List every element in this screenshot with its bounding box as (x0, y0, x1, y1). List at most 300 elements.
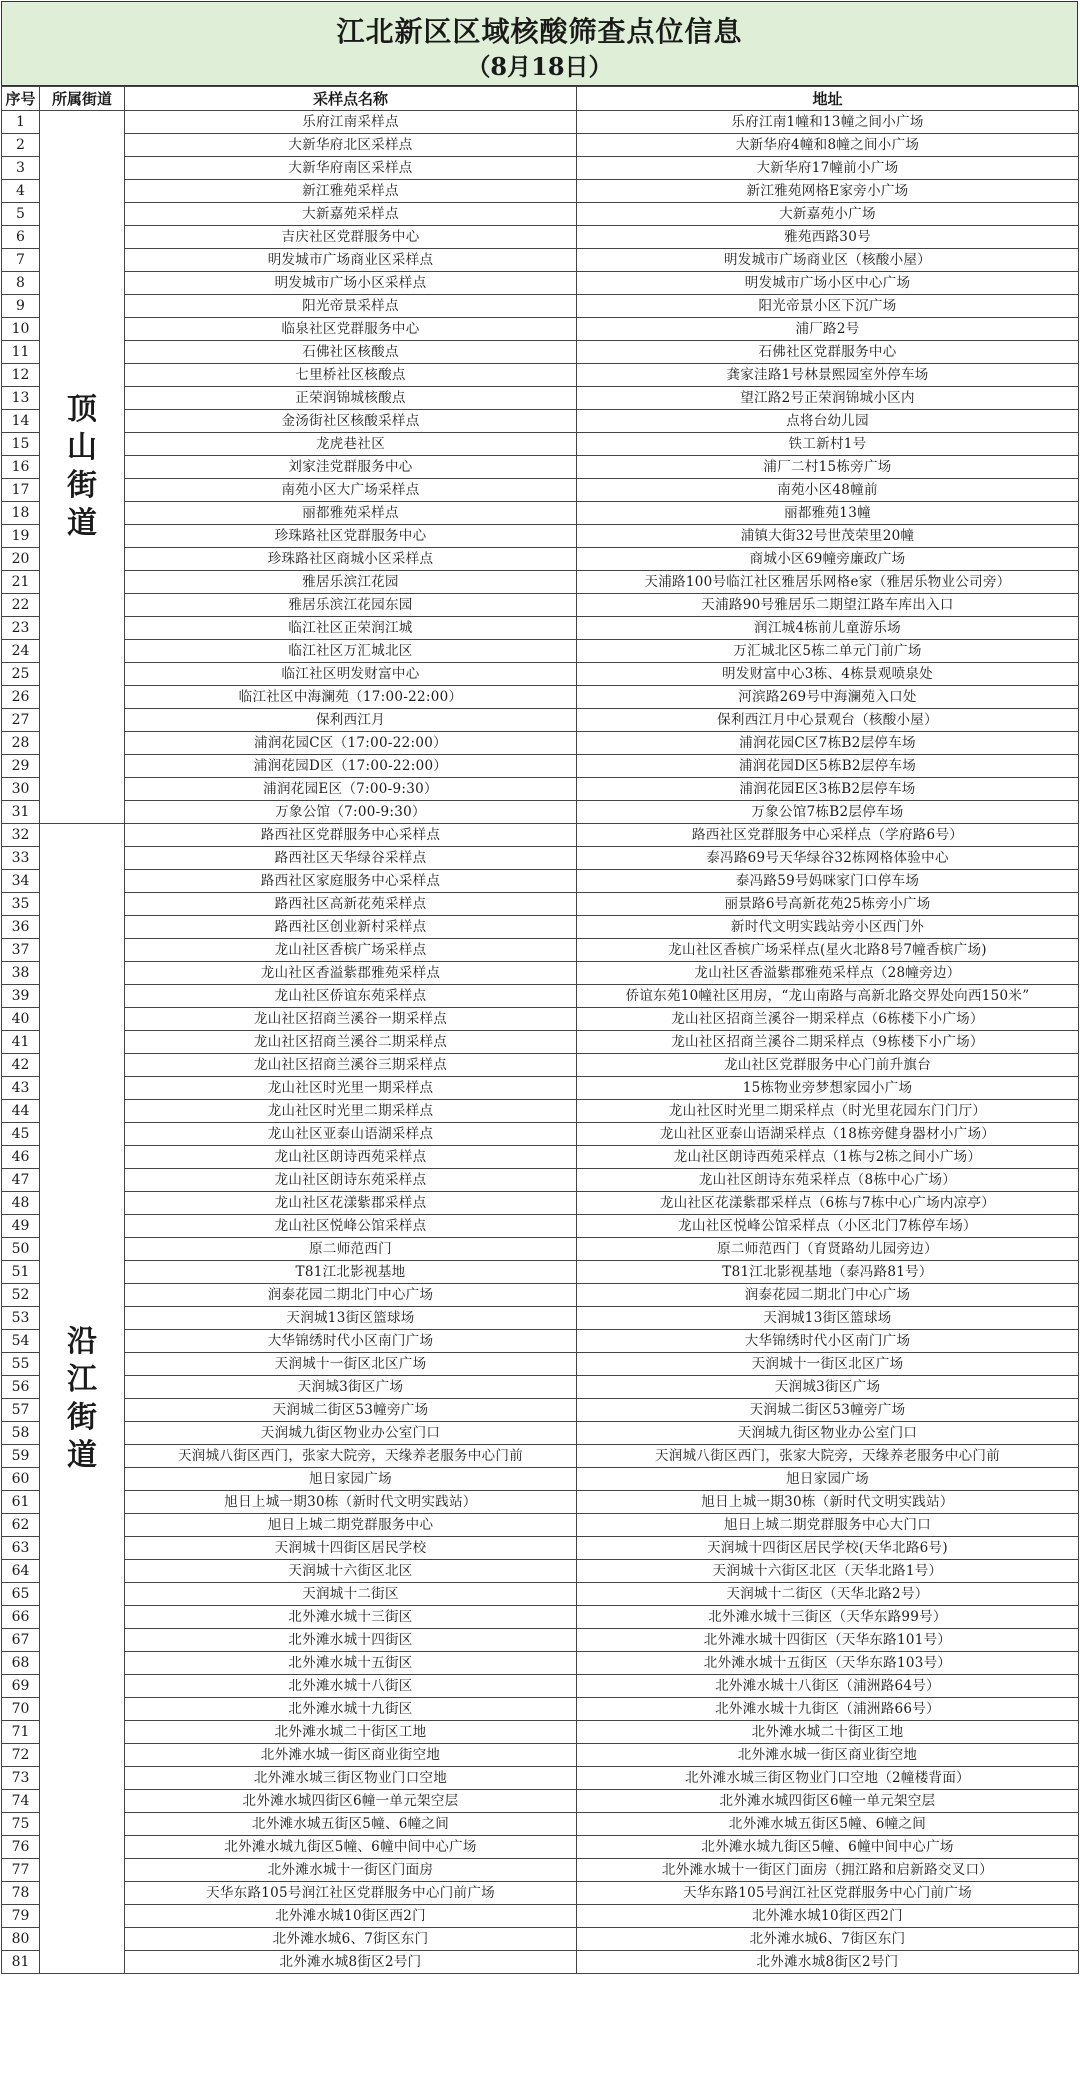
row-index: 22 (2, 594, 40, 617)
row-index: 51 (2, 1261, 40, 1284)
site-name-cell: 龙山社区时光里一期采样点 (125, 1077, 577, 1100)
site-address-cell: 点将台幼儿园 (577, 410, 1079, 433)
table-row (2, 1192, 1079, 1215)
row-index: 1 (2, 111, 40, 134)
table-body (2, 111, 1079, 1974)
site-name-cell: 天华东路105号润江社区党群服务中心门前广场 (125, 1882, 577, 1905)
row-index: 55 (2, 1353, 40, 1376)
site-address-cell: 北外滩水城十五街区（天华东路103号） (577, 1652, 1079, 1675)
table-row (2, 1652, 1079, 1675)
row-index: 74 (2, 1790, 40, 1813)
row-index: 72 (2, 1744, 40, 1767)
site-name-cell: 大新嘉苑采样点 (125, 203, 577, 226)
site-address-cell: 南苑小区48幢前 (577, 479, 1079, 502)
site-address-cell: 泰冯路59号妈咪家门口停车场 (577, 870, 1079, 893)
site-address-cell: 龙山社区香槟广场采样点(星火北路8号7幢香槟广场) (577, 939, 1079, 962)
site-address-cell: 明发城市广场小区中心广场 (577, 272, 1079, 295)
site-name-cell: 龙山社区时光里二期采样点 (125, 1100, 577, 1123)
row-index: 26 (2, 686, 40, 709)
site-name-cell: 珍珠路社区商城小区采样点 (125, 548, 577, 571)
row-index: 64 (2, 1560, 40, 1583)
row-index: 5 (2, 203, 40, 226)
site-address-cell: 天润城九街区物业办公室门口 (577, 1422, 1079, 1445)
row-index: 67 (2, 1629, 40, 1652)
table-row (2, 364, 1079, 387)
site-name-cell: 旭日上城一期30栋（新时代文明实践站） (125, 1491, 577, 1514)
site-name-cell: 路西社区天华绿谷采样点 (125, 847, 577, 870)
site-address-cell: 天华东路105号润江社区党群服务中心门前广场 (577, 1882, 1079, 1905)
row-index: 76 (2, 1836, 40, 1859)
site-name-cell: 明发城市广场商业区采样点 (125, 249, 577, 272)
table-row (2, 640, 1079, 663)
header-street: 所属街道 (40, 87, 125, 111)
site-address-cell: 侨谊东苑10幢社区用房，“龙山南路与高新北路交界处向西150米” (577, 985, 1079, 1008)
table-row (2, 1468, 1079, 1491)
header-index: 序号 (2, 87, 40, 111)
site-name-cell: 北外滩水城十一街区门面房 (125, 1859, 577, 1882)
site-address-cell: 天润城13街区篮球场 (577, 1307, 1079, 1330)
site-address-cell: 原二师范西门（育贤路幼儿园旁边） (577, 1238, 1079, 1261)
table-row (2, 1951, 1079, 1974)
table-row (2, 1675, 1079, 1698)
table-row (2, 1698, 1079, 1721)
table-row (2, 1491, 1079, 1514)
site-name-cell: 润泰花园二期北门中心广场 (125, 1284, 577, 1307)
table-row (2, 433, 1079, 456)
site-name-cell: 旭日上城二期党群服务中心 (125, 1514, 577, 1537)
table-row (2, 157, 1079, 180)
row-index: 75 (2, 1813, 40, 1836)
site-address-cell: 北外滩水城一街区商业街空地 (577, 1744, 1079, 1767)
sampling-site-table (1, 86, 1079, 1974)
site-address-cell: 北外滩水城十四街区（天华东路101号） (577, 1629, 1079, 1652)
site-name-cell: 龙山社区招商兰溪谷一期采样点 (125, 1008, 577, 1031)
site-name-cell: 浦润花园E区（7:00-9:30） (125, 778, 577, 801)
site-name-cell: 天润城九街区物业办公室门口 (125, 1422, 577, 1445)
row-index: 37 (2, 939, 40, 962)
row-index: 78 (2, 1882, 40, 1905)
table-row (2, 203, 1079, 226)
site-address-cell: 北外滩水城五街区5幢、6幢之间 (577, 1813, 1079, 1836)
row-index: 4 (2, 180, 40, 203)
site-address-cell: 望江路2号正荣润锦城小区内 (577, 387, 1079, 410)
title-block (1, 1, 1078, 86)
table-row (2, 824, 1079, 847)
site-address-cell: 万汇城北区5栋二单元门前广场 (577, 640, 1079, 663)
table-row (2, 410, 1079, 433)
site-address-cell: 大华锦绣时代小区南门广场 (577, 1330, 1079, 1353)
site-address-cell: 大新嘉苑小广场 (577, 203, 1079, 226)
site-name-cell: 旭日家园广场 (125, 1468, 577, 1491)
table-row (2, 1537, 1079, 1560)
table-row (2, 1077, 1079, 1100)
row-index: 15 (2, 433, 40, 456)
row-index: 70 (2, 1698, 40, 1721)
site-address-cell: 新江雅苑网格E家旁小广场 (577, 180, 1079, 203)
site-address-cell: 明发财富中心3栋、4栋景观喷泉处 (577, 663, 1079, 686)
table-row (2, 1238, 1079, 1261)
site-name-cell: 雅居乐滨江花园东园 (125, 594, 577, 617)
site-name-cell: 龙山社区亚泰山语湖采样点 (125, 1123, 577, 1146)
row-index: 3 (2, 157, 40, 180)
site-address-cell: 北外滩水城8街区2号门 (577, 1951, 1079, 1974)
site-name-cell: 北外滩水城10街区西2门 (125, 1905, 577, 1928)
row-index: 43 (2, 1077, 40, 1100)
site-address-cell: 龙山社区党群服务中心门前升旗台 (577, 1054, 1079, 1077)
site-address-cell: 龙山社区悦峰公馆采样点（小区北门7栋停车场） (577, 1215, 1079, 1238)
site-name-cell: 刘家洼党群服务中心 (125, 456, 577, 479)
table-row (2, 594, 1079, 617)
table-row (2, 939, 1079, 962)
site-name-cell: 临江社区明发财富中心 (125, 663, 577, 686)
table-row (2, 1445, 1079, 1468)
table-row (2, 1560, 1079, 1583)
site-name-cell: 天润城3街区广场 (125, 1376, 577, 1399)
site-address-cell: 天浦路90号雅居乐二期望江路车库出入口 (577, 594, 1079, 617)
site-address-cell: 万象公馆7栋B2层停车场 (577, 801, 1079, 824)
table-row (2, 985, 1079, 1008)
row-index: 44 (2, 1100, 40, 1123)
site-name-cell: 北外滩水城6、7街区东门 (125, 1928, 577, 1951)
table-row (2, 709, 1079, 732)
site-name-cell: 临江社区正荣润江城 (125, 617, 577, 640)
row-index: 50 (2, 1238, 40, 1261)
row-index: 28 (2, 732, 40, 755)
site-name-cell: 龙山社区招商兰溪谷三期采样点 (125, 1054, 577, 1077)
table-row (2, 778, 1079, 801)
site-name-cell: 天润城二街区53幢旁广场 (125, 1399, 577, 1422)
row-index: 77 (2, 1859, 40, 1882)
table-row (2, 525, 1079, 548)
header-address: 地址 (577, 87, 1079, 111)
table-row (2, 226, 1079, 249)
row-index: 32 (2, 824, 40, 847)
table-row (2, 1008, 1079, 1031)
site-name-cell: 大华锦绣时代小区南门广场 (125, 1330, 577, 1353)
site-name-cell: 浦润花园D区（17:00-22:00） (125, 755, 577, 778)
row-index: 59 (2, 1445, 40, 1468)
table-row (2, 1859, 1079, 1882)
site-name-cell: 明发城市广场小区采样点 (125, 272, 577, 295)
row-index: 9 (2, 295, 40, 318)
row-index: 17 (2, 479, 40, 502)
row-index: 45 (2, 1123, 40, 1146)
table-row (2, 1514, 1079, 1537)
row-index: 2 (2, 134, 40, 157)
row-index: 41 (2, 1031, 40, 1054)
site-name-cell: 北外滩水城一街区商业街空地 (125, 1744, 577, 1767)
row-index: 36 (2, 916, 40, 939)
header-site-name: 采样点名称 (125, 87, 577, 111)
table-row (2, 1422, 1079, 1445)
site-address-cell: 龙山社区朗诗东苑采样点（8栋中心广场） (577, 1169, 1079, 1192)
site-address-cell: 石佛社区党群服务中心 (577, 341, 1079, 364)
table-row (2, 1721, 1079, 1744)
row-index: 14 (2, 410, 40, 433)
site-address-cell: 龙山社区招商兰溪谷一期采样点（6栋楼下小广场） (577, 1008, 1079, 1031)
table-row (2, 1629, 1079, 1652)
site-name-cell: 石佛社区核酸点 (125, 341, 577, 364)
site-name-cell: 万象公馆（7:00-9:30） (125, 801, 577, 824)
site-name-cell: 七里桥社区核酸点 (125, 364, 577, 387)
site-name-cell: 雅居乐滨江花园 (125, 571, 577, 594)
site-name-cell: 路西社区高新花苑采样点 (125, 893, 577, 916)
site-name-cell: 龙山社区香槟广场采样点 (125, 939, 577, 962)
site-address-cell: 天润城3街区广场 (577, 1376, 1079, 1399)
street-name: 沿江街道 (67, 1323, 97, 1473)
row-index: 53 (2, 1307, 40, 1330)
site-address-cell: 润江城4栋前儿童游乐场 (577, 617, 1079, 640)
site-address-cell: 北外滩水城十一街区门面房（拥江路和启新路交叉口） (577, 1859, 1079, 1882)
table-row (2, 732, 1079, 755)
site-name-cell: 阳光帝景采样点 (125, 295, 577, 318)
site-name-cell: 龙山社区香溢紫郡雅苑采样点 (125, 962, 577, 985)
site-name-cell: 北外滩水城十九街区 (125, 1698, 577, 1721)
site-name-cell: 龙虎巷社区 (125, 433, 577, 456)
site-address-cell: 龙山社区时光里二期采样点（时光里花园东门门厅） (577, 1100, 1079, 1123)
table-row (2, 1790, 1079, 1813)
row-index: 47 (2, 1169, 40, 1192)
site-name-cell: 北外滩水城十五街区 (125, 1652, 577, 1675)
row-index: 61 (2, 1491, 40, 1514)
table-row (2, 1169, 1079, 1192)
table-row (2, 1353, 1079, 1376)
site-address-cell: 雅苑西路30号 (577, 226, 1079, 249)
row-index: 13 (2, 387, 40, 410)
site-name-cell: 北外滩水城九街区5幢、6幢中间中心广场 (125, 1836, 577, 1859)
site-address-cell: 龙山社区花漾紫郡采样点（6栋与7栋中心广场内凉亭） (577, 1192, 1079, 1215)
row-index: 46 (2, 1146, 40, 1169)
page-title: 江北新区区域核酸筛查点位信息 (336, 15, 743, 48)
site-name-cell: 北外滩水城五街区5幢、6幢之间 (125, 1813, 577, 1836)
site-address-cell: 浦镇大街32号世茂荣里20幢 (577, 525, 1079, 548)
street-group-cell (40, 824, 125, 1974)
site-name-cell: 南苑小区大广场采样点 (125, 479, 577, 502)
row-index: 66 (2, 1606, 40, 1629)
site-address-cell: 润泰花园二期北门中心广场 (577, 1284, 1079, 1307)
site-name-cell: 北外滩水城8街区2号门 (125, 1951, 577, 1974)
site-name-cell: 天润城十二街区 (125, 1583, 577, 1606)
site-name-cell: 丽都雅苑采样点 (125, 502, 577, 525)
row-index: 39 (2, 985, 40, 1008)
site-name-cell: 新江雅苑采样点 (125, 180, 577, 203)
table-row (2, 1123, 1079, 1146)
table-row (2, 755, 1079, 778)
table-row (2, 295, 1079, 318)
site-address-cell: 浦润花园E区3栋B2层停车场 (577, 778, 1079, 801)
table-row (2, 1100, 1079, 1123)
row-index: 71 (2, 1721, 40, 1744)
site-address-cell: 北外滩水城十八街区（浦洲路64号） (577, 1675, 1079, 1698)
site-name-cell: 路西社区创业新村采样点 (125, 916, 577, 939)
table-row (2, 1767, 1079, 1790)
table-row (2, 1744, 1079, 1767)
site-address-cell: 天润城十一街区北区广场 (577, 1353, 1079, 1376)
site-name-cell: 浦润花园C区（17:00-22:00） (125, 732, 577, 755)
site-address-cell: 北外滩水城10街区西2门 (577, 1905, 1079, 1928)
table-row (2, 1330, 1079, 1353)
table-row (2, 962, 1079, 985)
row-index: 19 (2, 525, 40, 548)
site-address-cell: 旭日上城一期30栋（新时代文明实践站） (577, 1491, 1079, 1514)
row-index: 60 (2, 1468, 40, 1491)
site-address-cell: T81江北影视基地（泰冯路81号） (577, 1261, 1079, 1284)
row-index: 58 (2, 1422, 40, 1445)
table-row (2, 1031, 1079, 1054)
site-address-cell: 天浦路100号临江社区雅居乐网格e家（雅居乐物业公司旁） (577, 571, 1079, 594)
row-index: 20 (2, 548, 40, 571)
site-name-cell: 路西社区家庭服务中心采样点 (125, 870, 577, 893)
row-index: 65 (2, 1583, 40, 1606)
site-address-cell: 北外滩水城十九街区（浦洲路66号） (577, 1698, 1079, 1721)
site-name-cell: 路西社区党群服务中心采样点 (125, 824, 577, 847)
site-address-cell: 天润城十二街区（天华北路2号） (577, 1583, 1079, 1606)
row-index: 29 (2, 755, 40, 778)
table-row (2, 341, 1079, 364)
site-address-cell: 北外滩水城6、7街区东门 (577, 1928, 1079, 1951)
site-address-cell: 龚家洼路1号林景熙园室外停车场 (577, 364, 1079, 387)
table-row (2, 502, 1079, 525)
table-row (2, 870, 1079, 893)
site-address-cell: 北外滩水城二十街区工地 (577, 1721, 1079, 1744)
table-row (2, 1583, 1079, 1606)
row-index: 38 (2, 962, 40, 985)
row-index: 54 (2, 1330, 40, 1353)
table-row (2, 479, 1079, 502)
site-address-cell: 龙山社区朗诗西苑采样点（1栋与2栋之间小广场） (577, 1146, 1079, 1169)
row-index: 27 (2, 709, 40, 732)
site-address-cell: 保利西江月中心景观台（核酸小屋） (577, 709, 1079, 732)
site-address-cell: 天润城十四街区居民学校(天华北路6号) (577, 1537, 1079, 1560)
site-name-cell: 临泉社区党群服务中心 (125, 318, 577, 341)
table-row (2, 1054, 1079, 1077)
table-row (2, 1606, 1079, 1629)
row-index: 35 (2, 893, 40, 916)
site-address-cell: 龙山社区香溢紫郡雅苑采样点（28幢旁边） (577, 962, 1079, 985)
row-index: 81 (2, 1951, 40, 1974)
site-name-cell: 北外滩水城二十街区工地 (125, 1721, 577, 1744)
table-row (2, 272, 1079, 295)
table-row (2, 318, 1079, 341)
row-index: 79 (2, 1905, 40, 1928)
table-row (2, 1882, 1079, 1905)
site-name-cell: 龙山社区悦峰公馆采样点 (125, 1215, 577, 1238)
table-row (2, 1928, 1079, 1951)
table-row (2, 663, 1079, 686)
site-address-cell: 乐府江南1幢和13幢之间小广场 (577, 111, 1079, 134)
street-group-cell (40, 111, 125, 824)
row-index: 56 (2, 1376, 40, 1399)
site-name-cell: T81江北影视基地 (125, 1261, 577, 1284)
site-address-cell: 15栋物业旁梦想家园小广场 (577, 1077, 1079, 1100)
table-row (2, 1376, 1079, 1399)
site-name-cell: 临江社区中海澜苑（17:00-22:00） (125, 686, 577, 709)
table-row (2, 847, 1079, 870)
table-row (2, 180, 1079, 203)
row-index: 16 (2, 456, 40, 479)
table-header-row (2, 87, 1079, 111)
site-address-cell: 龙山社区招商兰溪谷二期采样点（9栋楼下小广场） (577, 1031, 1079, 1054)
site-name-cell: 天润城十四街区居民学校 (125, 1537, 577, 1560)
table-row (2, 1905, 1079, 1928)
site-name-cell: 临江社区万汇城北区 (125, 640, 577, 663)
row-index: 80 (2, 1928, 40, 1951)
row-index: 57 (2, 1399, 40, 1422)
row-index: 63 (2, 1537, 40, 1560)
site-address-cell: 铁工新村1号 (577, 433, 1079, 456)
site-name-cell: 金汤街社区核酸采样点 (125, 410, 577, 433)
site-address-cell: 大新华府4幢和8幢之间小广场 (577, 134, 1079, 157)
row-index: 25 (2, 663, 40, 686)
site-name-cell: 北外滩水城十八街区 (125, 1675, 577, 1698)
site-name-cell: 北外滩水城十三街区 (125, 1606, 577, 1629)
site-address-cell: 新时代文明实践站旁小区西门外 (577, 916, 1079, 939)
row-index: 42 (2, 1054, 40, 1077)
site-name-cell: 吉庆社区党群服务中心 (125, 226, 577, 249)
site-name-cell: 龙山社区朗诗东苑采样点 (125, 1169, 577, 1192)
site-name-cell: 龙山社区花漾紫郡采样点 (125, 1192, 577, 1215)
page-subtitle-date: （8月18日） (466, 52, 613, 81)
site-name-cell: 天润城十六街区北区 (125, 1560, 577, 1583)
table-row (2, 387, 1079, 410)
row-index: 69 (2, 1675, 40, 1698)
site-address-cell: 商城小区69幢旁廉政广场 (577, 548, 1079, 571)
table-row (2, 111, 1079, 134)
row-index: 31 (2, 801, 40, 824)
site-address-cell: 大新华府17幢前小广场 (577, 157, 1079, 180)
table-row (2, 1261, 1079, 1284)
site-name-cell: 龙山社区侨谊东苑采样点 (125, 985, 577, 1008)
row-index: 68 (2, 1652, 40, 1675)
site-address-cell: 北外滩水城十三街区（天华东路99号） (577, 1606, 1079, 1629)
table-row (2, 801, 1079, 824)
site-name-cell: 珍珠路社区党群服务中心 (125, 525, 577, 548)
site-address-cell: 泰冯路69号天华绿谷32栋网格体验中心 (577, 847, 1079, 870)
row-index: 40 (2, 1008, 40, 1031)
site-address-cell: 北外滩水城四街区6幢一单元架空层 (577, 1790, 1079, 1813)
site-address-cell: 天润城二街区53幢旁广场 (577, 1399, 1079, 1422)
site-address-cell: 丽都雅苑13幢 (577, 502, 1079, 525)
row-index: 7 (2, 249, 40, 272)
site-address-cell: 浦润花园D区5栋B2层停车场 (577, 755, 1079, 778)
table-row (2, 617, 1079, 640)
site-name-cell: 龙山社区招商兰溪谷二期采样点 (125, 1031, 577, 1054)
site-name-cell: 北外滩水城三街区物业门口空地 (125, 1767, 577, 1790)
table-row (2, 249, 1079, 272)
site-address-cell: 路西社区党群服务中心采样点（学府路6号） (577, 824, 1079, 847)
site-name-cell: 天润城十一街区北区广场 (125, 1353, 577, 1376)
table-row (2, 1399, 1079, 1422)
site-name-cell: 乐府江南采样点 (125, 111, 577, 134)
site-address-cell: 浦厂路2号 (577, 318, 1079, 341)
table-row (2, 1836, 1079, 1859)
site-address-cell: 北外滩水城九街区5幢、6幢中间中心广场 (577, 1836, 1079, 1859)
row-index: 23 (2, 617, 40, 640)
site-name-cell: 保利西江月 (125, 709, 577, 732)
site-address-cell: 北外滩水城三街区物业门口空地（2幢楼背面） (577, 1767, 1079, 1790)
table-row (2, 1813, 1079, 1836)
table-row (2, 571, 1079, 594)
site-address-cell: 丽景路6号高新花苑25栋旁小广场 (577, 893, 1079, 916)
row-index: 6 (2, 226, 40, 249)
table-row (2, 686, 1079, 709)
site-name-cell: 北外滩水城四街区6幢一单元架空层 (125, 1790, 577, 1813)
site-address-cell: 龙山社区亚泰山语湖采样点（18栋旁健身器材小广场） (577, 1123, 1079, 1146)
row-index: 18 (2, 502, 40, 525)
row-index: 73 (2, 1767, 40, 1790)
site-address-cell: 旭日家园广场 (577, 1468, 1079, 1491)
table-row (2, 456, 1079, 479)
